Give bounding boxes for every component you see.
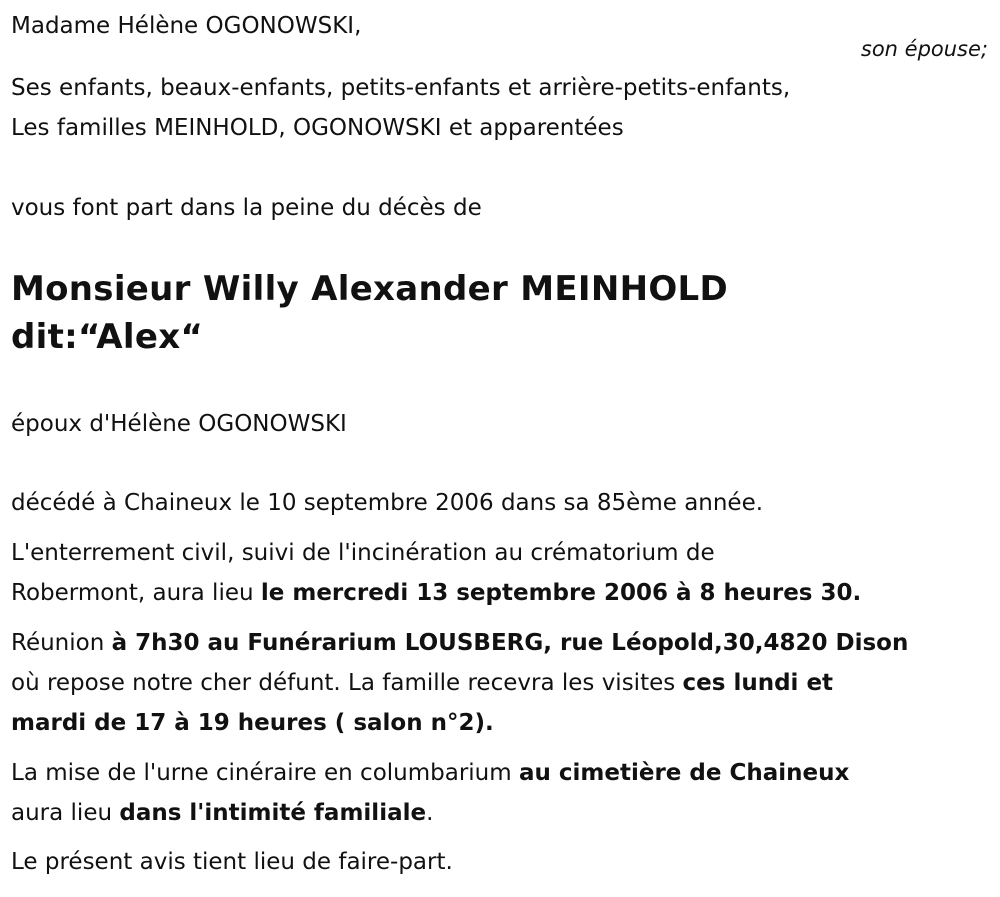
urn-line-2-end: .	[426, 800, 434, 826]
funeral-line-2-text: Robermont, aura lieu	[11, 580, 261, 606]
funeral-line-1: L'enterrement civil, suivi de l'incinération au crématorium de	[11, 540, 715, 566]
spouse-role: son épouse;	[860, 37, 988, 61]
families-line: Les familles MEINHOLD, OGONOWSKI et apparentées	[11, 115, 624, 141]
meeting-line-1	[11, 628, 908, 658]
meeting-line-2	[11, 668, 833, 698]
closing-line: Le présent avis tient lieu de faire-part.	[11, 849, 453, 875]
urn-line-2	[11, 798, 433, 828]
intro-text: vous font part dans la peine du décès de	[11, 195, 482, 221]
death-line: décédé à Chaineux le 10 septembre 2006 dans sa 85ème année.	[11, 490, 764, 516]
meeting-line-1-text: Réunion	[11, 630, 112, 656]
deceased-name: Monsieur Willy Alexander MEINHOLD	[11, 269, 729, 309]
meeting-line-2-text: où repose notre cher défunt. La famille recevra les visites	[11, 670, 683, 696]
spouse-of-line: époux d'Hélène OGONOWSKI	[11, 411, 347, 437]
urn-line-2-text: aura lieu	[11, 800, 120, 826]
meeting-line-3	[11, 708, 494, 738]
urn-line-1	[11, 758, 849, 788]
urn-line-1-text: La mise de l'urne cinéraire en columbarium	[11, 760, 519, 786]
funeral-datetime: le mercredi 13 septembre 2006 à 8 heures 30.	[260, 580, 862, 606]
visits-hours: mardi de 17 à 19 heures ( salon n°2).	[11, 710, 494, 736]
spouse-name: Madame Hélène OGONOWSKI,	[11, 13, 362, 39]
urn-privacy: dans l'intimité familiale	[119, 800, 427, 826]
funeral-line-2	[11, 578, 861, 608]
deceased-nickname: dit:“Alex“	[11, 317, 204, 357]
meeting-location: à 7h30 au Funérarium LOUSBERG, rue Léopold,30,4820 Dison	[111, 630, 909, 656]
visits-days: ces lundi et	[682, 670, 834, 696]
children-line: Ses enfants, beaux-enfants, petits-enfants et arrière-petits-enfants,	[11, 75, 791, 101]
urn-cemetery: au cimetière de Chaineux	[518, 760, 850, 786]
